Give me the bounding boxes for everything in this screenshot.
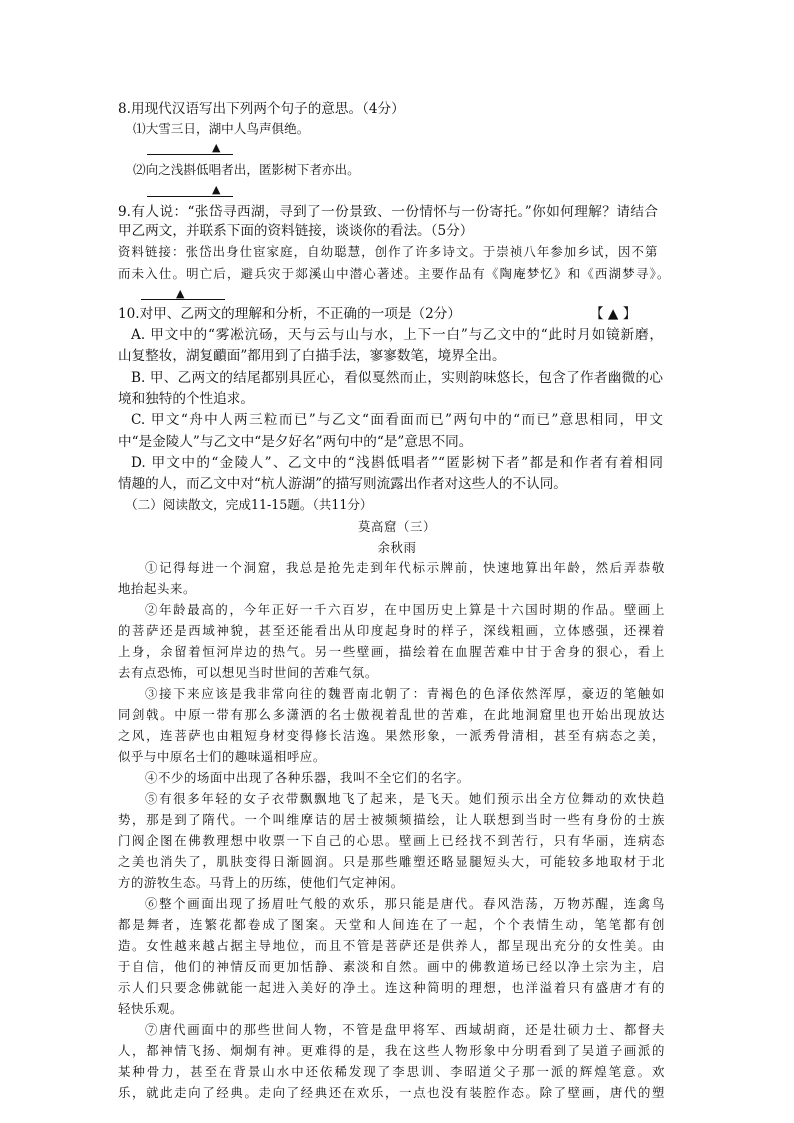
q8-answer-triangle-2: ▲: [212, 183, 221, 196]
q9-answer-blank[interactable]: [141, 299, 225, 300]
q8-sentence-2: ⑵向之浅斟低唱者出，匿影树下者亦出。: [133, 162, 360, 177]
q10-option-d-line-2: 情趣的人，而乙文中对“杭人游湖”的描写则流露出作者对这些人的不认同。: [118, 476, 567, 492]
article-line: 去有点恐怖，可以想见当时世间的苦难气氛。: [118, 665, 378, 680]
q10-option-a-line-1: A. 甲文中的“雾凇沆砀，天与云与山与水，上下一白”与乙文中的“此时月如镜新磨，: [131, 327, 663, 343]
q8-answer-blank-1[interactable]: [147, 154, 233, 155]
article-line: ②年龄最高的，今年正好一千六百岁，在中国历史上算是十六国时期的作品。壁画上: [145, 602, 665, 617]
article-line: 乐，就此走向了经典。走向了经典还在欢乐，一点也没有装腔作态。除了壁画，唐代的塑: [118, 1085, 665, 1100]
q10-option-a-line-2: 山复整妆，湖复靧面”都用到了白描手法，寥寥数笔，境界全出。: [118, 348, 506, 364]
article-line: 地抬起头来。: [118, 581, 196, 596]
article-line: 人，都神情飞扬、炯炯有神。更难得的是，我在这些人物形象中分明看到了吴道子画派的: [118, 1043, 665, 1058]
q10-option-b-line-1: B. 甲、乙两文的结尾都别具匠心，看似戛然而止，实则韵味悠长，包含了作者幽微的心: [131, 370, 663, 386]
article-line: ①记得每进一个洞窟，我总是抢先走到年代标示牌前，快速地算出年龄，然后弄恭敬: [145, 560, 665, 575]
article-line: 门阀企图在佛教理想中收票一下自己的心思。壁画上已经找不到苦行，只有华丽，连病态: [118, 833, 665, 848]
article-line: ④不少的场面中出现了各种乐器，我叫不全它们的名字。: [145, 770, 470, 785]
q10-option-c-line-1: C. 甲文“舟中人两三粒而已”与乙文“面看面而已”两句中的“而已”意思相同，甲文: [131, 412, 663, 428]
q9-answer-triangle: ▲: [176, 287, 185, 300]
q9-link-line-2: 而未入仕。明亡后，避兵灾于郯溪山中潜心著述。主要作品有《陶庵梦忆》和《西湖梦寻》。: [118, 266, 670, 281]
article-line: 上身，余留着恒河岸边的热气。另一些壁画，描绘着在血腥苦难中甘于舍身的狠心，看上: [118, 644, 665, 659]
article-line: 示人们只要念佛就能一起进入美好的净土。连这种简明的理想，也洋溢着只有盛唐才有的: [118, 980, 665, 995]
q9-line-2: 甲乙两文，并联系下面的资料链接，谈谈你的看法。（5分）: [118, 223, 474, 239]
article-line: ⑤有很多年轻的女子衣带飘飘地飞了起来，是飞天。她们预示出全方位舞动的欢快趋: [145, 791, 665, 806]
article-line: ⑦唐代画面中的那些世间人物，不管是盘甲将军、西域胡商，还是壮硕力士、都督夫: [145, 1022, 665, 1037]
article-line: 于自信，他们的神情反而更加恬静、素淡和自然。画中的佛教道场已经以净土宗为主，启: [118, 959, 665, 974]
article-line: ③接下来应该是我非常向往的魏晋南北朝了：青褐色的色泽依然浑厚，豪迈的笔触如: [145, 686, 665, 701]
q9-line-1: 9.有人说：“张岱寻西湖，寻到了一份景致、一份情怀与一份寄托。”你如何理解？请结合: [118, 204, 658, 220]
article-line: 之美也消失了，肌肤变得日渐圆润。只是那些雕塑还略显腿短头大，可能较多地取材于北: [118, 854, 665, 869]
article-line: 轻快乐观。: [118, 1001, 183, 1016]
q8-sentence-1: ⑴大雪三日，湖中人鸟声俱绝。: [133, 121, 310, 136]
q10-answer-bracket[interactable]: 【 ▲ 】: [590, 306, 637, 322]
article-title: 莫高窟（三）: [358, 519, 436, 534]
article-line: 同剑戟。中原一带有那么多潇洒的名士傲视着乱世的苦难，在此地洞窟里也开始出现放达: [118, 707, 665, 722]
article-line: 某种骨力，甚至在背景山水中还依稀发现了李思训、李昭道父子那一派的辉煌笔意。欢: [118, 1064, 665, 1079]
article-line: 方的游牧生态。马背上的历练，使他们气定神闲。: [118, 875, 404, 890]
article-line: 势，那是到了隋代。一个叫维摩诘的居士被频频描绘，让人联想到当时一些有身份的士族: [118, 812, 665, 827]
q10-option-b-line-2: 境和独特的个性追求。: [118, 391, 254, 407]
section-2-header: （二）阅读散文，完成11-15题。（共11分）: [125, 497, 373, 512]
q9-link-line-1: 资料链接：张岱出身仕宦家庭，自幼聪慧，创作了许多诗文。于崇祯八年参加乡试，因不第: [118, 244, 658, 259]
article-line: 似乎与中原名士们的趣味遥相呼应。: [118, 749, 326, 764]
q10-option-c-line-2: 中“是金陵人”与乙文中“是夕好名”两句中的“是”意思不同。: [118, 434, 473, 450]
article-line: 造。女性越来越占据主导地位，而且不管是菩萨还是供养人，都呈现出充分的女性美。由: [118, 938, 665, 953]
article-author: 余秋雨: [377, 540, 417, 555]
article-line: 之风，连菩萨也由粗短身材变得修长洁逸。果然形象，一派秀骨清相，甚至有病态之美，: [118, 728, 665, 743]
q8-answer-triangle-1: ▲: [212, 141, 221, 154]
article-line: 的菩萨还是西域神貌，甚至还能看出从印度起身时的样子，深线粗画，立体感强，还裸着: [118, 623, 665, 638]
q10-stem: 10.对甲、乙两文的理解和分析，不正确的一项是（2分）: [118, 306, 461, 322]
q8-answer-blank-2[interactable]: [147, 196, 233, 197]
q8-title: 8.用现代汉语写出下列两个句子的意思。（4分）: [118, 101, 405, 117]
q10-option-d-line-1: D. 甲文中的“金陵人”、乙文中的“浅斟低唱者”“匿影树下者”都是和作者有着相同: [131, 455, 663, 471]
article-line: ⑥整个画面出现了扬眉吐气般的欢乐，那只能是唐代。春风浩荡，万物苏醒，连禽鸟: [145, 896, 665, 911]
article-line: 都是舞者，连繁花都卷成了图案。天堂和人间连在了一起，个个表情生动，笔笔都有创: [118, 917, 665, 932]
